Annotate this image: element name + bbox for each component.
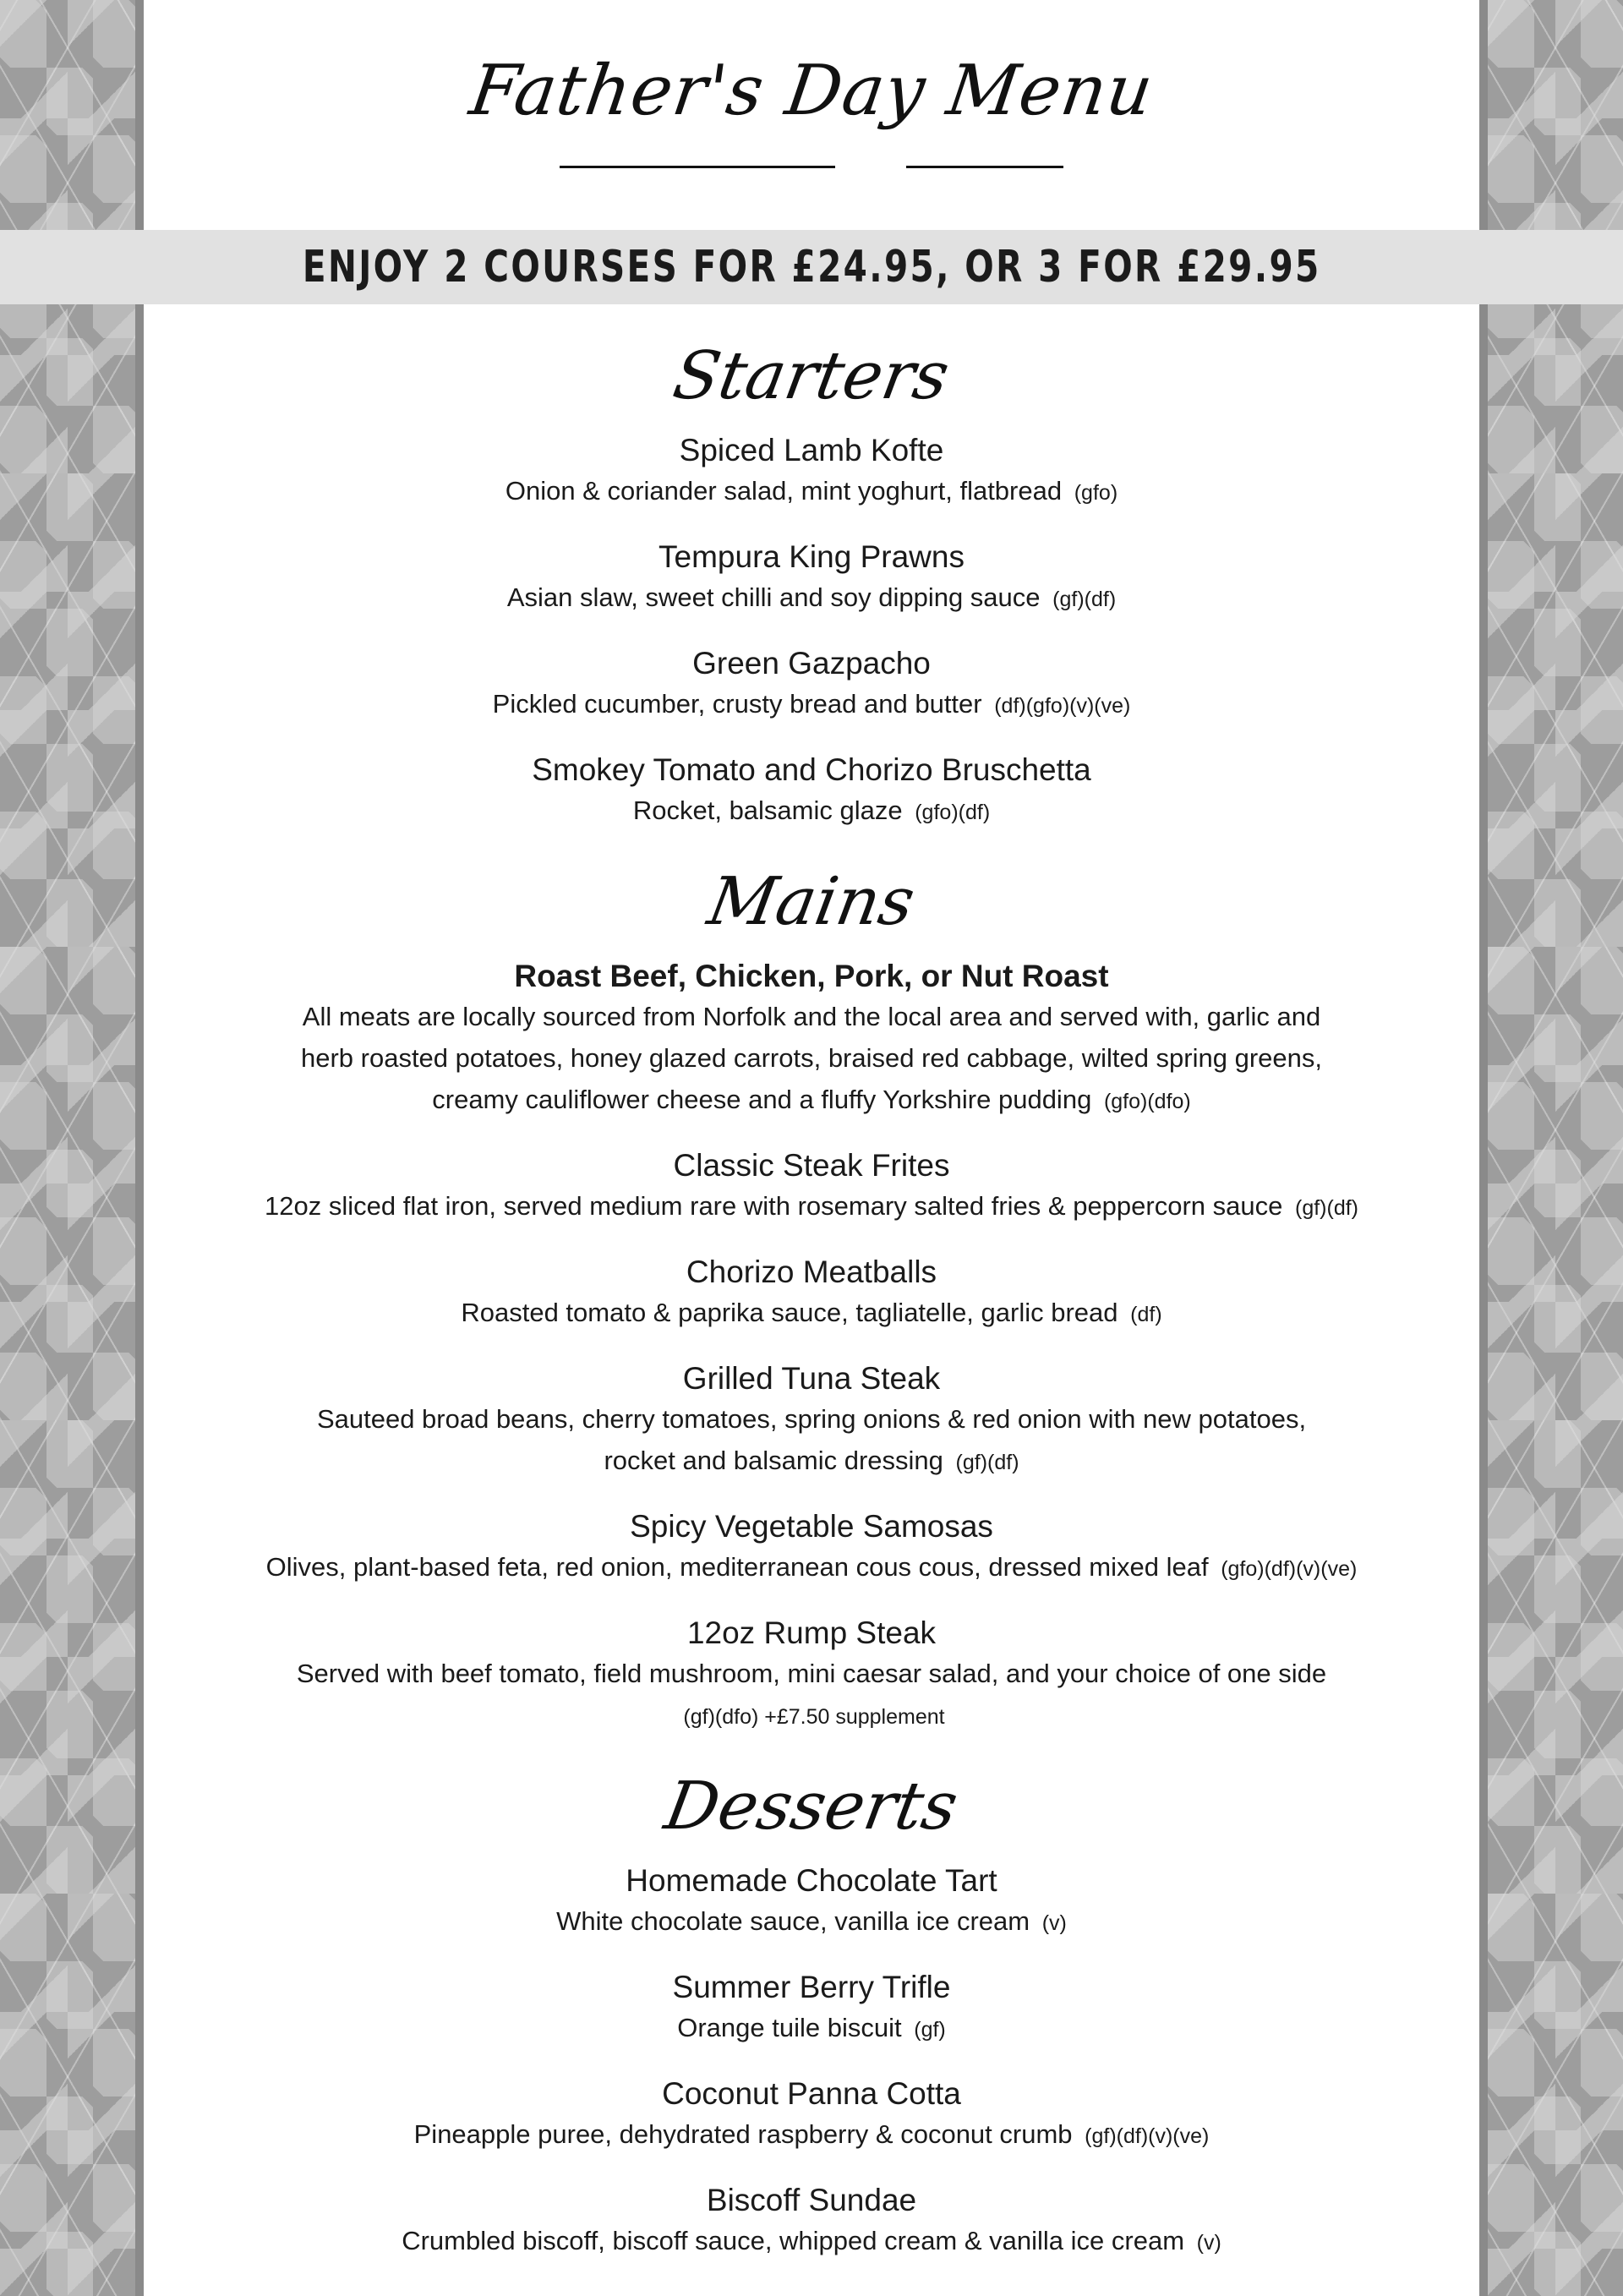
- menu-item-description-text: Pineapple puree, dehydrated raspberry & coconut crumb: [413, 2119, 1073, 2149]
- menu-item-description-text: Rocket, balsamic glaze: [632, 795, 903, 825]
- menu-item-description-text: Crumbled biscoff, biscoff sauce, whipped cream & vanilla ice cream: [402, 2226, 1185, 2255]
- menu-item-description-text: Pickled cucumber, crusty bread and butter: [492, 689, 982, 719]
- menu-item-description-text: Olives, plant-based feta, red onion, mediterranean cous cous, dressed mixed leaf: [265, 1552, 1209, 1582]
- mains-list: [144, 957, 1479, 1738]
- offer-banner: [0, 230, 1623, 304]
- menu-item-description: [144, 1653, 1479, 1738]
- menu-content: [144, 331, 1479, 2288]
- menu-item: [144, 1968, 1479, 2051]
- section-title-starters: Starters: [668, 338, 955, 414]
- menu-item-name: Spiced Lamb Kofte: [679, 433, 944, 467]
- menu-item-description: [144, 683, 1479, 727]
- menu-item: [144, 538, 1479, 620]
- dietary-tags: (v): [1041, 1911, 1067, 1935]
- menu-item-name: Spicy Vegetable Samosas: [630, 1509, 993, 1544]
- menu-item-name: Biscoff Sundae: [706, 2183, 917, 2217]
- menu-item: [144, 1146, 1479, 1229]
- menu-item-description: [144, 1900, 1479, 1944]
- menu-item-description: [144, 1292, 1479, 1336]
- dietary-tags: (df): [1130, 1303, 1162, 1326]
- mains-section: [144, 857, 1479, 1738]
- menu-item: [144, 751, 1479, 834]
- menu-item-description: [144, 996, 1479, 1123]
- dietary-tags: (gf)(df)(v)(ve): [1085, 2124, 1210, 2148]
- menu-item-name: Roast Beef, Chicken, Pork, or Nut Roast: [514, 959, 1109, 993]
- dietary-tags: (gf): [914, 2018, 946, 2042]
- menu-item-name: Coconut Panna Cotta: [662, 2076, 961, 2111]
- menu-item: [144, 1614, 1479, 1738]
- menu-item-description-text: 12oz sliced flat iron, served medium rare with rosemary salted fries & peppercorn sauce: [265, 1191, 1283, 1221]
- menu-item-description-text: White chocolate sauce, vanilla ice cream: [556, 1906, 1030, 1936]
- dietary-tags: (df)(gfo)(v)(ve): [994, 694, 1131, 718]
- dietary-tags: (gf)(df): [1052, 588, 1117, 611]
- offer-text: ENJOY 2 COURSES FOR £24.95, OR 3 FOR £29.95: [302, 242, 1321, 292]
- starters-section: [144, 331, 1479, 834]
- right-argyle-border: [1479, 0, 1623, 2296]
- menu-item-name: Homemade Chocolate Tart: [626, 1863, 997, 1898]
- menu-item: [144, 2181, 1479, 2264]
- dietary-tags: (gf)(df): [1295, 1196, 1358, 1220]
- desserts-list: [144, 1861, 1479, 2264]
- menu-title-block: [0, 51, 1623, 131]
- menu-item: [144, 431, 1479, 514]
- menu-item-name: Summer Berry Trifle: [672, 1970, 951, 2004]
- menu-item-description-text: All meats are locally sourced from Norfolk and the local area and served with, garlic and herb roasted potatoes, honey glazed carrots, braised red cabbage, wilted spring greens, creamy cauliflower cheese and a fluffy Yorkshire pudding: [300, 1002, 1323, 1114]
- menu-item: [144, 1507, 1479, 1590]
- menu-item-description: [144, 1398, 1479, 1484]
- title-underline-right: [906, 166, 1063, 168]
- menu-item-description-text: Served with beef tomato, field mushroom, mini caesar salad, and your choice of one side: [296, 1659, 1327, 1688]
- menu-item: [144, 1861, 1479, 1944]
- title-underline-left: [560, 166, 835, 168]
- menu-item-description: [144, 790, 1479, 834]
- menu-item-description-text: Roasted tomato & paprika sauce, tagliatelle, garlic bread: [461, 1298, 1118, 1327]
- menu-item-name: 12oz Rump Steak: [686, 1615, 937, 1650]
- menu-item-description-text: Asian slaw, sweet chilli and soy dipping sauce: [506, 582, 1041, 612]
- dietary-tags: (gfo)(dfo): [1103, 1090, 1191, 1113]
- menu-item-description: [144, 470, 1479, 514]
- menu-item-name: Classic Steak Frites: [673, 1148, 950, 1183]
- dietary-tags: (gfo): [1074, 481, 1118, 505]
- left-argyle-border: [0, 0, 144, 2296]
- dietary-tags: (gf)(dfo) +£7.50 supplement: [683, 1705, 945, 1729]
- menu-item-description-text: Orange tuile biscuit: [677, 2013, 902, 2042]
- menu-item-name: Smokey Tomato and Chorizo Bruschetta: [532, 752, 1091, 787]
- menu-item-description: [144, 1185, 1479, 1229]
- section-title-mains: Mains: [702, 864, 921, 940]
- menu-item-name: Tempura King Prawns: [658, 539, 965, 574]
- menu-item-description: [144, 577, 1479, 620]
- menu-item-name: Chorizo Meatballs: [686, 1255, 937, 1289]
- dietary-tags: (v): [1196, 2231, 1221, 2255]
- menu-item-description: [144, 2007, 1479, 2051]
- section-title-desserts: Desserts: [659, 1768, 964, 1845]
- menu-item-name: Green Gazpacho: [692, 646, 931, 681]
- menu-item: [144, 1359, 1479, 1484]
- menu-item-description: [144, 2113, 1479, 2157]
- menu-title: Father's Day Menu: [465, 51, 1158, 131]
- dietary-tags: (gf)(df): [955, 1451, 1019, 1474]
- menu-item: [144, 1253, 1479, 1336]
- menu-item-description: [144, 1546, 1479, 1590]
- menu-item-name: Grilled Tuna Steak: [682, 1361, 941, 1396]
- menu-item: [144, 644, 1479, 727]
- dietary-tags: (gfo)(df)(v)(ve): [1221, 1557, 1358, 1581]
- dietary-tags: (gfo)(df): [915, 801, 991, 824]
- menu-item-description-text: Onion & coriander salad, mint yoghurt, flatbread: [505, 476, 1063, 506]
- menu-item-description-text: Sauteed broad beans, cherry tomatoes, spring onions & red onion with new potatoes, rocket and balsamic dressing: [316, 1404, 1307, 1475]
- menu-item: [144, 2075, 1479, 2157]
- menu-item-description: [144, 2220, 1479, 2264]
- menu-item: [144, 957, 1479, 1123]
- starters-list: [144, 431, 1479, 834]
- desserts-section: [144, 1762, 1479, 2264]
